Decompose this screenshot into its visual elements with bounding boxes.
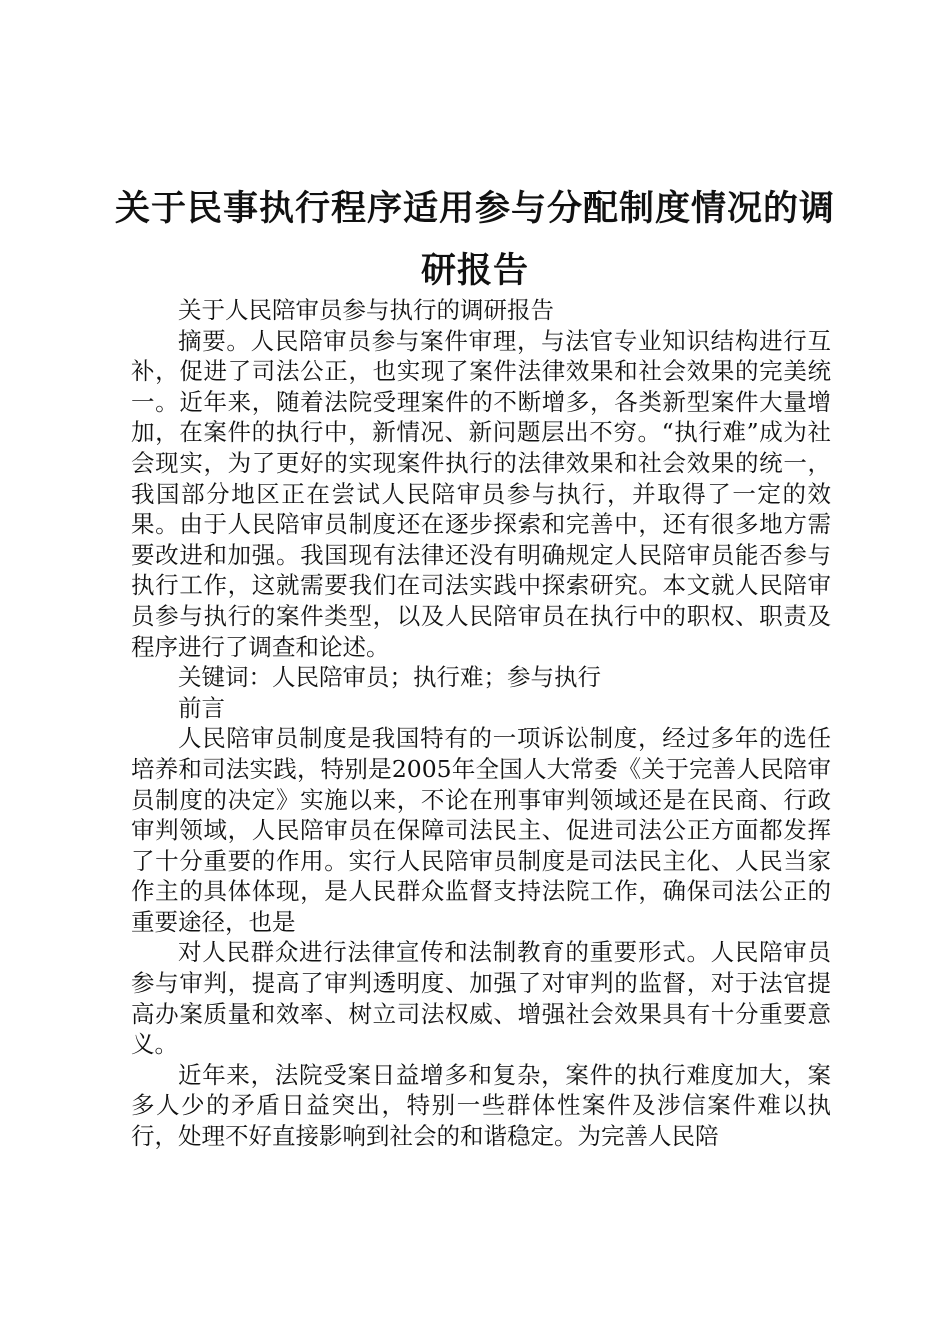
document-body — [131, 295, 831, 1152]
document-title: 关于民事执行程序适用参与分配制度情况的调研报告 — [114, 189, 835, 291]
report-subtitle: 关于人民陪审员参与执行的调研报告 — [178, 296, 554, 324]
body-paragraph: 人民陪审员制度是我国特有的一项诉讼制度，经过多年的选任培养和司法实践，特别是2005年全国人大常委《关于完善人民陪审员制度的决定》实施以来，不论在刑事审判领域还是在民商、行政审判领域，人民陪审员在保障司法民主、促进司法公正方面都发挥了十分重要的作用。实行人民陪审员制度是司法民主化、人民当家作主的具体体现，是人民群众监督支持法院工作，确保司法公正的重要途径，也是 — [131, 724, 831, 936]
body-paragraph: 对人民群众进行法律宣传和法制教育的重要形式。人民陪审员参与审判，提高了审判透明度、加强了对审判的监督，对于法官提高办案质量和效率、树立司法权威、增强社会效果具有十分重要意义。 — [131, 938, 831, 1059]
abstract-paragraph: 摘要。人民陪审员参与案件审理，与法官专业知识结构进行互补，促进了司法公正，也实现了案件法律效果和社会效果的完美统一。近年来，随着法院受理案件的不断增多，各类新型案件大量增加，在案件的执行中，新情况、新问题层出不穷。“执行难”成为社会现实，为了更好的实现案件执行的法律效果和社会效果的统一，我国部分地区正在尝试人民陪审员参与执行，并取得了一定的效果。由于人民陪审员制度还在逐步探索和完善中，还有很多地方需要改进和加强。我国现有法律还没有明确规定人民陪审员能否参与执行工作，这就需要我们在司法实践中探索研究。本文就人民陪审员参与执行的案件类型，以及人民陪审员在执行中的职权、职责及程序进行了调查和论述。 — [131, 326, 831, 661]
section-heading-preface: 前言 — [178, 693, 225, 722]
keywords-line: 关键词：人民陪审员；执行难；参与执行 — [178, 663, 601, 692]
body-paragraph: 近年来，法院受案日益增多和复杂，案件的执行难度加大，案多人少的矛盾日益突出，特别一些群体性案件及涉信案件难以执行，处理不好直接影响到社会的和谐稳定。为完善人民陪 — [131, 1060, 831, 1151]
